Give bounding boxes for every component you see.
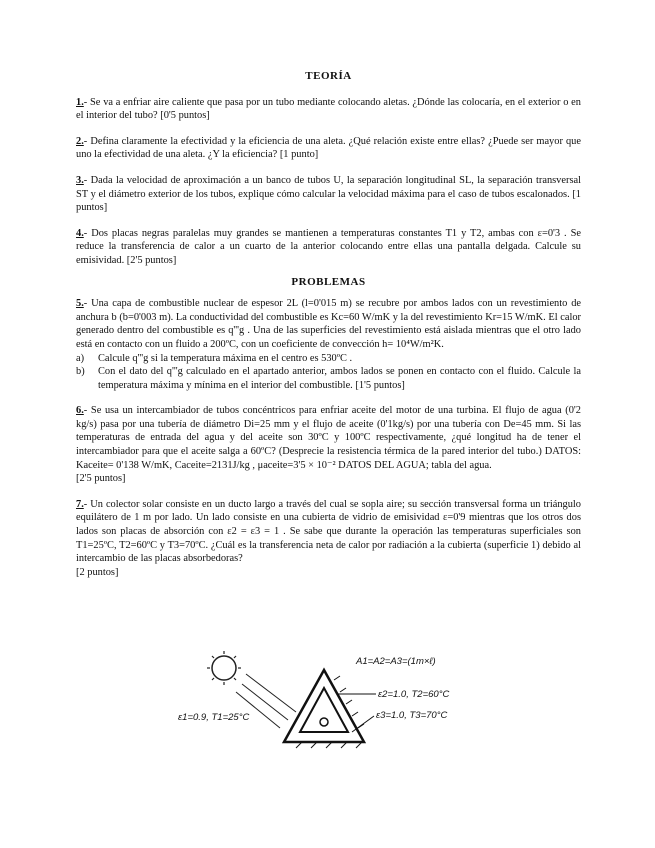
surface-1-label: ε1=0.9, T1=25°C (178, 712, 250, 723)
surface-3-label: ε3=1.0, T3=70°C (376, 710, 448, 721)
subquestion-text: Calcule q'''g si la temperatura máxima en el centro es 530ºC . (98, 352, 353, 364)
question-number: 2. (76, 135, 84, 147)
exam-page (76, 70, 581, 591)
question-points: [2 puntos] (76, 566, 119, 578)
subquestion-label: b) (76, 366, 85, 378)
question-5 (76, 297, 581, 392)
question-6 (76, 404, 581, 486)
subquestion-text: Con el dato del q'''g calculado en el apartado anterior, ambos lados se ponen en contacto con el fluido. Calcule la temperatura máxima y mínima en el interior del combustible. [1'5 puntos] (98, 366, 581, 391)
question-1 (76, 96, 581, 123)
question-number: 3. (76, 174, 84, 186)
subquestion-b (76, 365, 581, 392)
question-7 (76, 498, 581, 580)
question-number: 5. (76, 298, 84, 310)
question-number: 7. (76, 498, 84, 510)
section-title-problemas: PROBLEMAS (291, 275, 366, 288)
question-text: - Una capa de combustible nuclear de espesor 2L (l=0'015 m) se recubre por ambos lados con un revestimiento de anchura b (b=0'003 m). La conductividad del combustible es Kc=60 W/mK y la del revestimiento Kr=15 W/mK. El calor generado dentro del combustible es q'''g . Una de las superficies del revestimiento está aislada mientras que el otro lado está en contacto con un fluido a 200ºC, con un coeficiente de convección h= 10⁴W/m²K. (76, 298, 581, 350)
question-text: - Dos placas negras paralelas muy grandes se mantienen a temperaturas constantes T1 y T2, ambas con ε=0'3 . Se reduce la transferencia de calor a un cuarto de la anterior colocando entre ellas una pantalla delgada. Calcule su emisividad. [2'5 puntos] (76, 227, 581, 266)
question-4 (76, 227, 581, 268)
question-text: - Dada la velocidad de aproximación a un banco de tubos U, la separación longitudinal SL, la separación transversal ST y el diámetro exterior de los tubos, explique cómo calcular la velocidad máxima para el caso de tubos escalonados. [1 puntos] (76, 174, 581, 214)
question-number: 1. (76, 96, 84, 108)
solar-collector-figure (176, 650, 476, 760)
question-3 (76, 174, 581, 215)
areas-label: A1=A2=A3=(1m×ℓ) (356, 656, 436, 667)
subquestion-label: a) (76, 352, 85, 364)
surface-2-label: ε2=1.0, T2=60°C (378, 689, 450, 700)
question-number: 6. (76, 405, 84, 417)
question-text: - Se usa un intercambiador de tubos concéntricos para enfriar aceite del motor de una turbina. El flujo de agua (0'2 kg/s) pasa por una tubería de diámetro Di=25 mm y el flujo de aceite (0'1kg/s) por una tubería con De=45 mm. Si las temperaturas de entrada del agua y del aceite son 30ºC y 100ºC respectivamente, ¿qué longitud ha de tener el intercambiador para que el aceite salga a 60ºC? (Desprecie la resistencia térmica de la pared interior del tubo.) DATOS: Kaceite= 0'138 W/mK, Caceite=2131J/kg , μaceite=3'5 × 10⁻² DATOS DEL AGUA; tabla del agua. (76, 405, 581, 471)
question-2 (76, 135, 581, 162)
question-number: 4. (76, 227, 84, 239)
question-text: - Defina claramente la efectividad y la eficiencia de una aleta. ¿Qué relación existe entre ellas? ¿Puede ser mayor que uno la efectividad de una aleta. ¿Y la eficiencia? [1 punto] (76, 135, 581, 161)
question-text: - Un colector solar consiste en un ducto largo a través del cual se sopla aire; su sección transversal forma un triángulo equilátero de 1 m por lado. Un lado consiste en una cubierta de vidrio de emisividad ε=0'9 mientras que los otros dos lados son placas de absorción con ε2 = ε3 = 1 . Se sabe que durante la operación las temperaturas superficiales son T1=25ºC, T2=60ºC y T3=70ºC. ¿Cuál es la transferencia neta de calor por radiación a la cubierta (superficie 1) debido al intercambio de las placas absorbedoras? (76, 498, 581, 565)
sun-icon (207, 651, 241, 685)
question-text: - Se va a enfriar aire caliente que pasa por un tubo mediante colocando aletas. ¿Dónde las colocaría, en el exterior o en el interior del tubo? [0'5 puntos] (76, 96, 581, 122)
subquestion-a (76, 352, 581, 366)
question-points: [2'5 puntos] (76, 473, 126, 485)
section-title-teoria: TEORÍA (305, 70, 352, 82)
triangular-duct (284, 670, 364, 748)
